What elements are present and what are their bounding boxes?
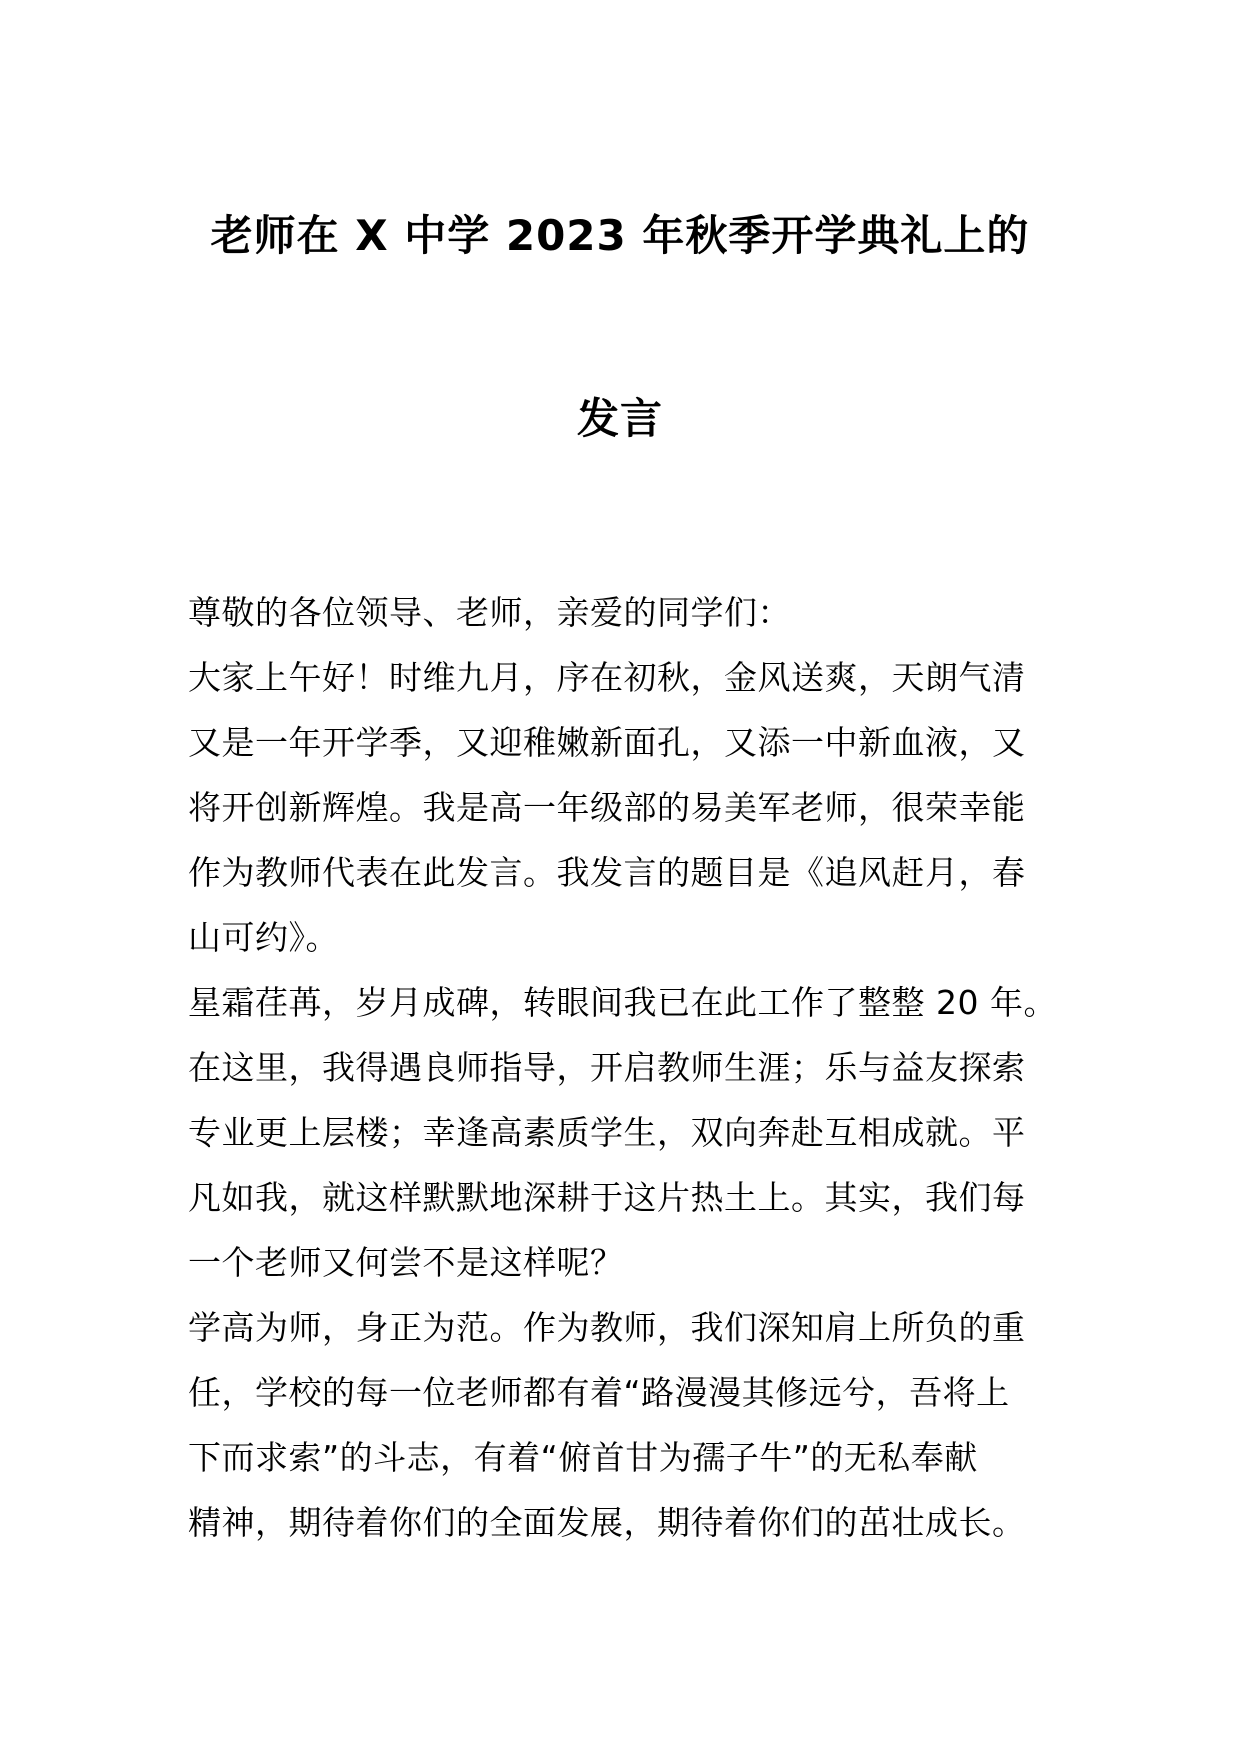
text-line: 又是一年开学季，又迎稚嫩新面孔，又添一中新血液，又 xyxy=(188,723,1026,762)
text-line: 大家上午好！时维九月，序在初秋，金风送爽，天朗气清 xyxy=(188,658,1026,697)
text-line: 凡如我，就这样默默地深耕于这片热土上。其实，我们每 xyxy=(188,1178,1026,1217)
text-line: 精神，期待着你们的全面发展，期待着你们的茁壮成长。 xyxy=(188,1503,1026,1542)
text-line: 任，学校的每一位老师都有着“路漫漫其修远兮，吾将上 xyxy=(188,1373,1010,1412)
text-line: 一个老师又何尝不是这样呢？ xyxy=(188,1243,624,1282)
text-line: 山可约》。 xyxy=(188,918,339,957)
title-line-1: 老师在 X 中学 2023 年秋季开学典礼上的 xyxy=(210,211,1030,260)
text-line: 星霜荏苒，岁月成碑，转眼间我已在此工作了整整 20 年。 xyxy=(188,983,1057,1022)
text-line: 在这里，我得遇良师指导，开启教师生涯；乐与益友探索 xyxy=(188,1048,1026,1087)
text-line: 作为教师代表在此发言。我发言的题目是《追风赶月，春 xyxy=(188,853,1026,892)
text-line: 专业更上层楼；幸逢高素质学生，双向奔赴互相成就。平 xyxy=(188,1113,1026,1152)
text-line: 将开创新辉煌。我是高一年级部的易美军老师，很荣幸能 xyxy=(188,788,1026,827)
title-line-2: 发言 xyxy=(576,394,663,443)
text-line: 学高为师，身正为范。作为教师，我们深知肩上所负的重 xyxy=(188,1308,1026,1347)
text-line: 尊敬的各位领导、老师，亲爱的同学们： xyxy=(188,593,791,632)
text-line: 下而求索”的斗志，有着“俯首甘为孺子牛”的无私奉献 xyxy=(188,1438,978,1477)
speech-body xyxy=(188,580,1068,1555)
